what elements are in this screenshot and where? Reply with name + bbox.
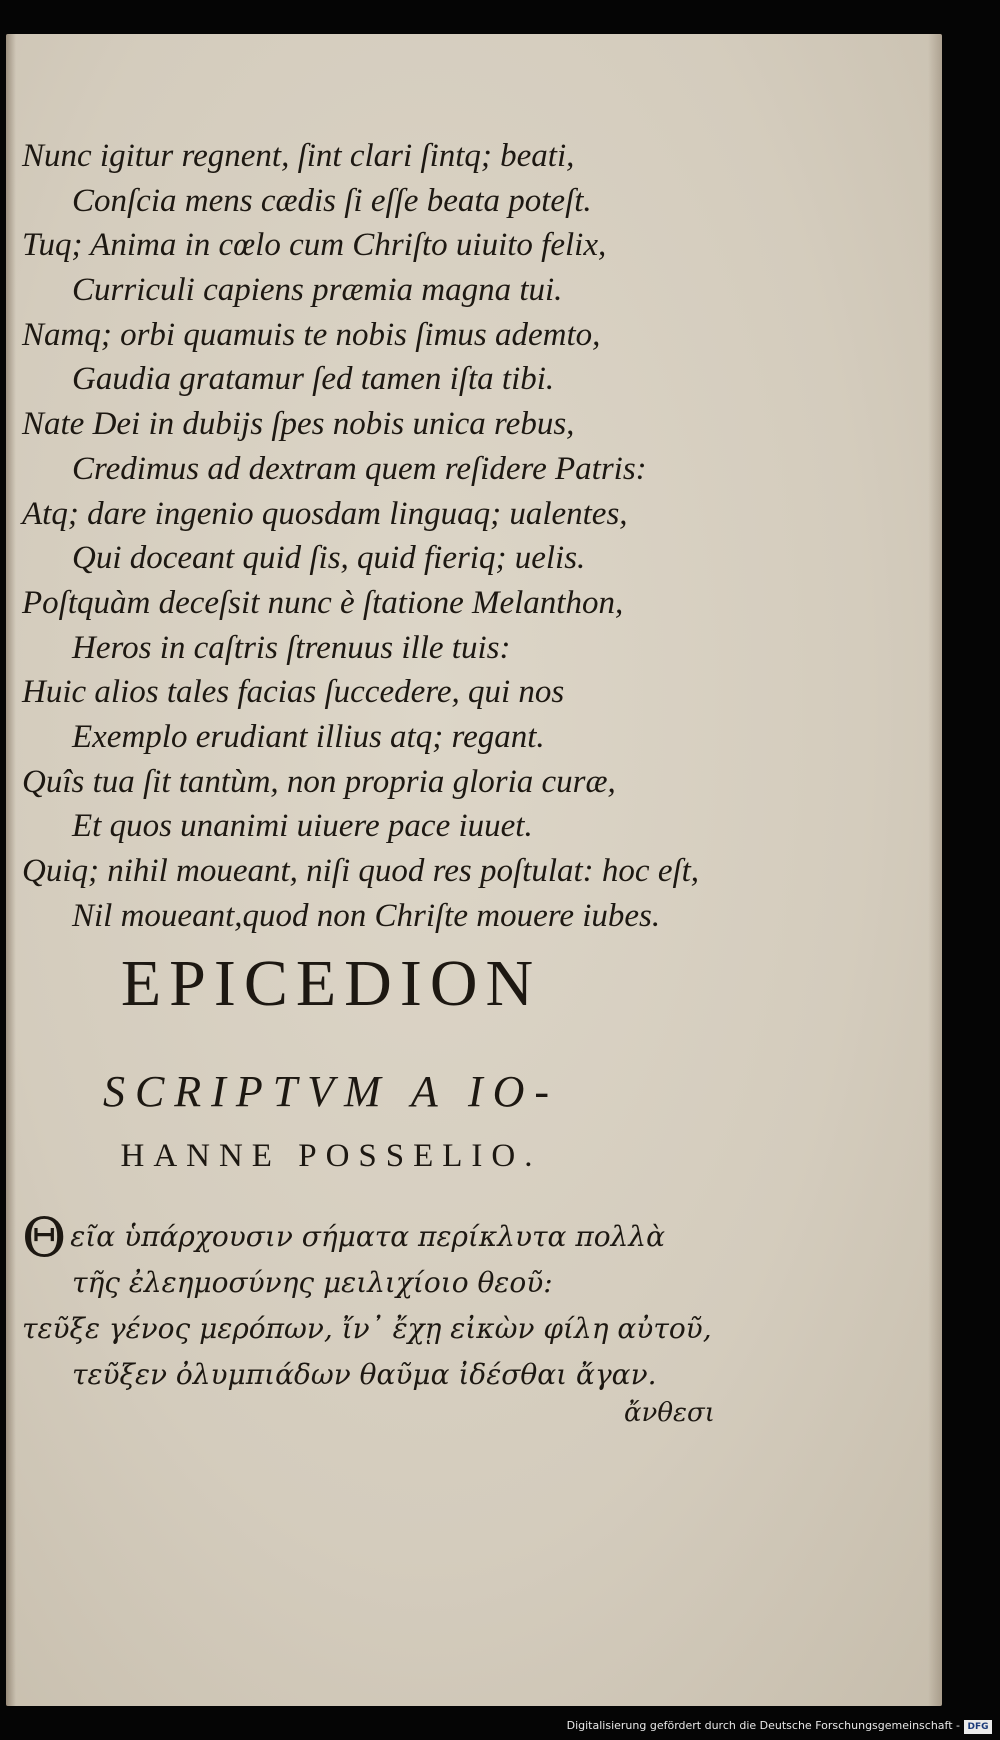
verse-line: Exemplo erudiant illius atq; regant. xyxy=(72,718,545,755)
greek-line-text: εῖα ὑπάρχουσιν σήματα περίκλυτα πολλὰ xyxy=(70,1220,665,1253)
verse-line: Curriculi capiens præmia magna tui. xyxy=(72,272,563,309)
greek-line-text: τεῦξε γένος μερόπων, ἴν᾽ ἔχῃ εἰκὼν φίλη αὐτοῦ, xyxy=(22,1312,712,1345)
verse-line: Credimus ad dextram quem reſidere Patris: xyxy=(72,450,647,487)
page-edge-shadow xyxy=(928,34,942,1706)
verse-line: Heros in caſtris ſtrenuus ille tuis: xyxy=(72,629,511,666)
verse-line: Quîs tua ſit tantùm, non propria gloria curæ, xyxy=(22,763,616,800)
page-gutter-shadow xyxy=(6,34,16,1706)
dfg-logo: DFG xyxy=(964,1720,992,1734)
verse-line: Nate Dei in dubijs ſpes nobis unica rebus, xyxy=(22,406,575,443)
epicedion-title: EPICEDION xyxy=(120,947,542,1020)
greek-verse-line xyxy=(22,1260,922,1306)
verse-line: Nunc igitur regnent, ſint clari ſintq; beati, xyxy=(22,138,575,174)
verse-line: Atq; dare ingenio quosdam linguaq; ualentes, xyxy=(22,495,628,532)
verse-line: Et quos unanimi uiuere pace iuuet. xyxy=(72,808,533,845)
epicedion-subtitle-line-1: SCRIPTVM A IO- xyxy=(102,1067,560,1116)
verse-line: Gaudia gratamur ſed tamen iſta tibi. xyxy=(72,361,555,398)
verse-line: Huic alios tales facias ſuccedere, qui nos xyxy=(22,674,565,711)
greek-verse-line xyxy=(22,1206,922,1269)
verse-line: Nil moueant,quod non Chriſte mouere iubes. xyxy=(72,897,661,934)
verse-line: Conſcia mens cædis ſi eſſe beata poteſt. xyxy=(72,182,592,219)
greek-line-text: τῆς ἐλεημοσύνης μειλιχίοιο θεοῦ: xyxy=(72,1266,553,1299)
drop-capital: Θ xyxy=(22,1206,67,1269)
book-page xyxy=(6,34,942,1706)
epicedion-subtitle-line-2: HANNE POSSELIO. xyxy=(120,1138,542,1174)
verse-line: Qui doceant quid ſis, quid fieriq; uelis. xyxy=(72,540,586,577)
catchword: ἄνθεσι xyxy=(624,1398,715,1428)
latin-verse-block xyxy=(22,134,922,938)
digitization-credit: Digitalisierung gefördert durch die Deutsche Forschungsgemeinschaft - xyxy=(566,1719,960,1732)
verse-line: Tuq; Anima in cœlo cum Chriſto uiuito felix, xyxy=(22,227,607,264)
verse-line: Namq; orbi quamuis te nobis ſimus ademto, xyxy=(22,316,601,353)
verse-line: Poſtquàm deceſsit nunc è ſtatione Melanthon, xyxy=(22,584,624,621)
greek-line-text: τεῦξεν ὀλυμπιάδων θαῦμα ἰδέσθαι ἄγαν. xyxy=(72,1358,657,1391)
verse-line: Quiq; nihil moueant, niſi quod res poſtulat: hoc eſt, xyxy=(22,853,700,889)
greek-verse-block xyxy=(22,1206,922,1398)
greek-verse-line xyxy=(22,1352,922,1398)
greek-verse-line xyxy=(22,1306,922,1352)
